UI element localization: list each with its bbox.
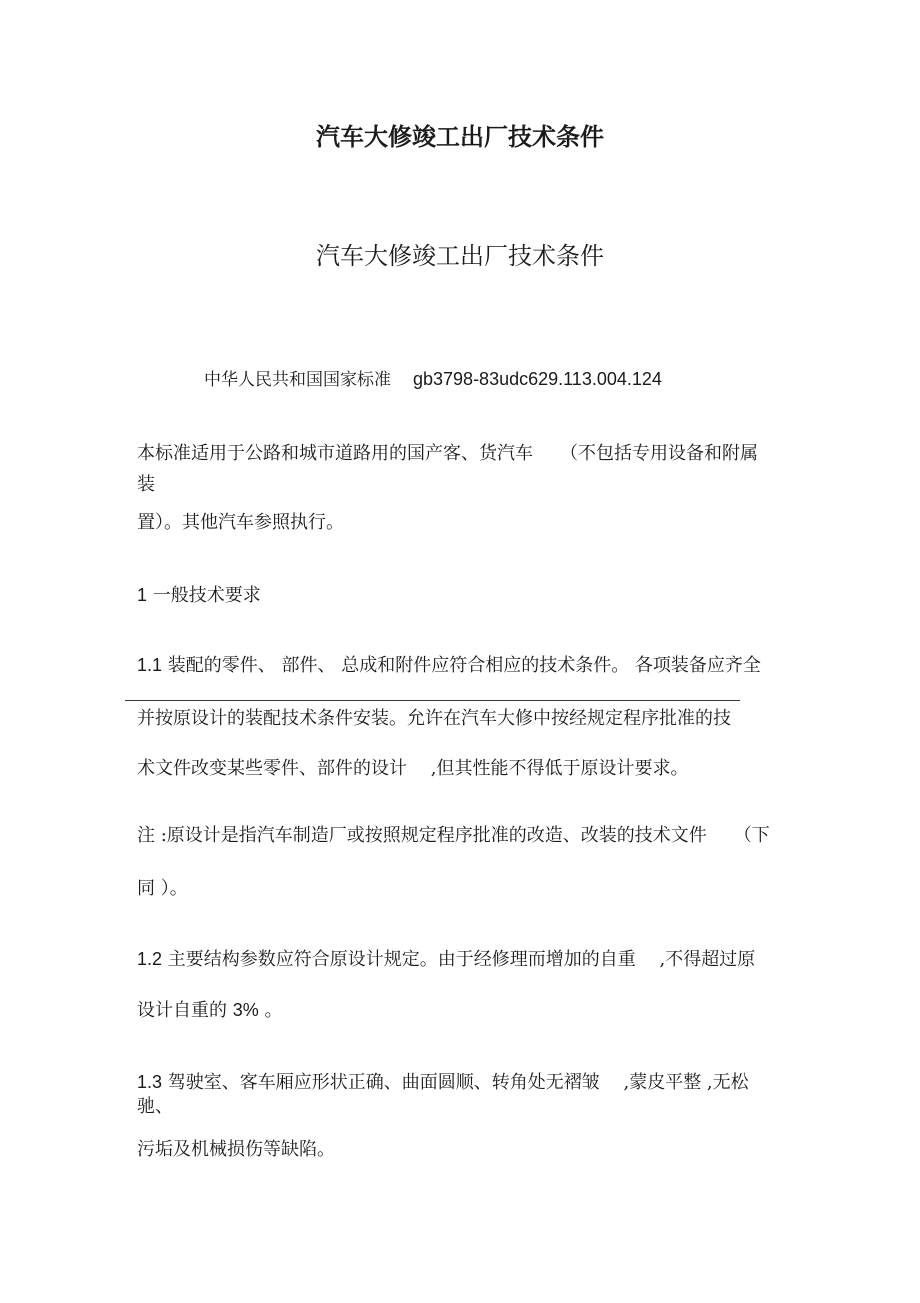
clause-1-1-text-1: 装配的零件、 部件、 总成和附件应符合相应的技术条件。 各项装备应齐全	[162, 655, 761, 676]
document-subtitle: 汽车大修竣工出厂技术条件	[316, 242, 604, 270]
clause-1-2-text-1: 主要结构参数应符合原设计规定。由于经修理而增加的自重 ,不得超过原	[162, 949, 756, 970]
standard-code: gb3798-83udc629.113.004.124	[413, 369, 662, 389]
clause-1-2-line-2	[137, 997, 282, 1024]
standard-designation-line	[204, 366, 662, 393]
clause-1-2-line-1	[137, 946, 755, 973]
clause-1-1-line-2: 并按原设计的装配技术条件安装。允许在汽车大修中按经规定程序批准的技	[137, 708, 731, 729]
clause-1-2-number: 1.2	[137, 949, 163, 969]
standard-caption: 中华人民共和国国家标准	[204, 370, 391, 390]
section-1-number: 1	[137, 585, 148, 605]
document-title: 汽车大修竣工出厂技术条件	[316, 122, 604, 151]
divider-line	[125, 700, 740, 701]
section-1-heading	[137, 582, 261, 609]
intro-line-3: 置）。其他汽车参照执行。	[137, 512, 344, 533]
clause-1-3-number: 1.3	[137, 1072, 163, 1092]
clause-1-3-line-3: 污垢及机械损伤等缺陷。	[137, 1139, 335, 1160]
clause-1-1-line-3: 术文件改变某些零件、部件的设计 ,但其性能不得低于原设计要求。	[137, 758, 689, 779]
note-line-1: 注 :原设计是指汽车制造厂或按照规定程序批准的改造、改装的技术文件 （下	[137, 825, 770, 846]
note-line-2: 同 ）。	[137, 878, 188, 899]
clause-1-2-percfor-value: 3%	[232, 1000, 259, 1020]
clause-1-1-line-1	[137, 652, 761, 679]
clause-1-1-number: 1.1	[137, 655, 163, 675]
clause-1-3-line-1	[137, 1069, 749, 1096]
clause-1-2-text-2-post: 。	[258, 1000, 283, 1021]
intro-line-2: 装	[137, 474, 155, 495]
clause-1-2-text-2-pre: 设计自重的	[137, 1000, 233, 1021]
clause-1-3-text-1: 驾驶室、客车厢应形状正确、曲面圆顺、转角处无褶皱 ,蒙皮平整 ,无松	[162, 1072, 749, 1093]
section-1-title: 一般技术要求	[147, 585, 261, 606]
clause-1-3-line-2: 驰、	[137, 1096, 173, 1117]
intro-line-1: 本标准适用于公路和城市道路用的国产客、货汽车 （不包括专用设备和附属	[137, 443, 758, 464]
